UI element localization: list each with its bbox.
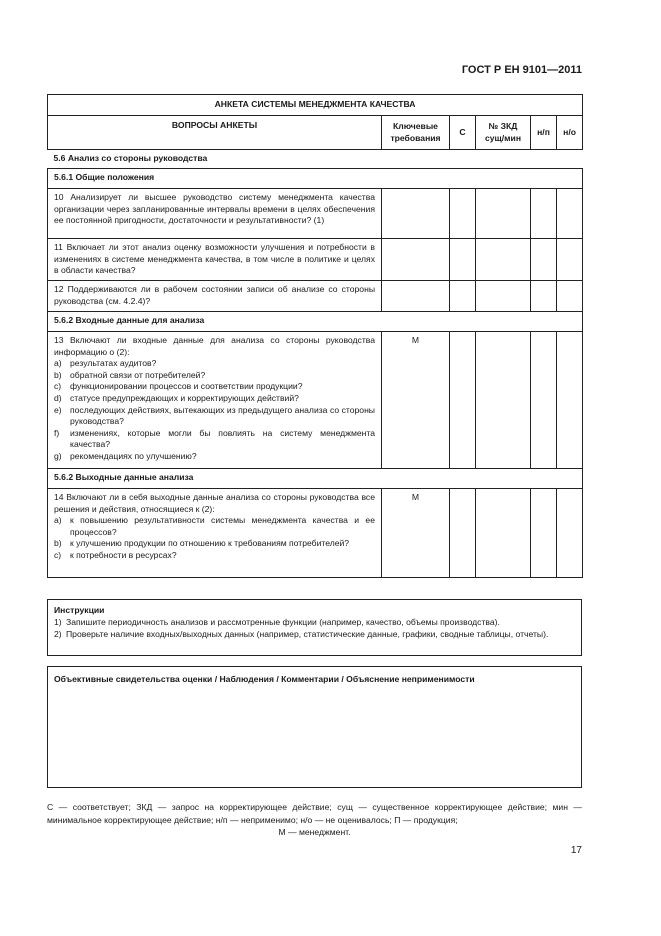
cell-np[interactable] xyxy=(531,332,557,469)
cell-zkd[interactable] xyxy=(476,281,531,312)
instruction-number: 2) xyxy=(54,628,62,639)
col-key-requirements xyxy=(382,116,450,150)
question-row xyxy=(48,189,583,239)
instructions-box xyxy=(47,599,582,656)
question-14-intro: 14 Включают ли в себя выходные данные анализа со стороны руководства все решения и действия, относящиеся к (2): xyxy=(54,492,375,514)
question-row xyxy=(48,332,583,469)
item-text: последующих действиях, вытекающих из предыдущего анализа со стороны руководства? xyxy=(70,404,375,427)
col-c: С xyxy=(450,116,476,150)
cell-key-req[interactable] xyxy=(382,281,450,312)
cell-no[interactable] xyxy=(557,239,583,281)
question-12: 12 Поддерживаются ли в рабочем состоянии записи об анализе со стороны руководства (см. 4.2.4)? xyxy=(48,281,382,312)
document-id: ГОСТ Р ЕН 9101—2011 xyxy=(461,64,582,76)
item-letter: b) xyxy=(54,369,62,380)
question-row xyxy=(48,239,583,281)
item-text: изменениях, которые могли бы повлиять на систему менеджмента качества? xyxy=(70,427,375,450)
instruction-text: Запишите периодичность анализов и рассмотренные функции (например, качество, объемы производства). xyxy=(66,616,500,627)
legend xyxy=(47,801,582,839)
legend-line-1: С — соответствует; ЗКД — запрос на корректирующее действие; сущ — существенное корректирующее действие; мин — минимальное корректирующее действие; н/п — неприменимо; н/о — не оценивалось; П — продукция; xyxy=(47,802,582,825)
table-title: АНКЕТА СИСТЕМЫ МЕНЕДЖМЕНТА КАЧЕСТВА xyxy=(48,95,583,116)
cell-zkd[interactable] xyxy=(476,239,531,281)
question-row xyxy=(48,489,583,578)
item-text: к повышению результативности системы менеджмента качества и ее процессов? xyxy=(70,515,375,537)
cell-c[interactable] xyxy=(450,281,476,312)
question-11: 11 Включает ли этот анализ оценку возможности улучшения и потребности в изменениях в системе менеджмента качества, в том числе в политике и целях в области качества? xyxy=(48,239,382,281)
col-zkd xyxy=(476,116,531,150)
item-text: статусе предупреждающих и корректирующих действий? xyxy=(70,392,299,403)
list-item xyxy=(54,538,375,550)
cell-no[interactable] xyxy=(557,281,583,312)
page-number: 17 xyxy=(570,845,582,856)
cell-np[interactable] xyxy=(531,489,557,578)
col-key-req-line2: требования xyxy=(390,132,441,143)
cell-c[interactable] xyxy=(450,489,476,578)
col-np: н/п xyxy=(531,116,557,150)
section-row xyxy=(48,150,583,169)
instructions-title: Инструкции xyxy=(54,605,105,615)
col-zkd-line2: сущ/мин xyxy=(484,132,522,143)
list-item xyxy=(54,428,375,451)
col-zkd-line1: № ЗКД xyxy=(488,120,518,131)
question-13-items xyxy=(54,358,375,462)
cell-c[interactable] xyxy=(450,332,476,469)
cell-zkd[interactable] xyxy=(476,489,531,578)
question-14-items xyxy=(54,515,375,561)
list-item xyxy=(54,550,375,562)
item-letter: b) xyxy=(54,538,62,549)
item-text: функционировании процессов и соответствии продукции? xyxy=(70,381,303,392)
list-item xyxy=(54,370,375,382)
subsection-title-outputs: 5.6.2 Выходные данные анализа xyxy=(48,469,583,489)
cell-np[interactable] xyxy=(531,189,557,239)
item-letter: c) xyxy=(54,381,62,392)
cell-no[interactable] xyxy=(557,189,583,239)
cell-zkd[interactable] xyxy=(476,332,531,469)
item-text: результатах аудитов? xyxy=(70,358,157,369)
item-text: к потребности в ресурсах? xyxy=(70,549,177,560)
legend-line-2: М — менеджмент. xyxy=(278,827,351,837)
cell-key-req[interactable] xyxy=(382,189,450,239)
cell-no[interactable] xyxy=(557,332,583,469)
item-letter: d) xyxy=(54,392,62,403)
cell-key-req[interactable] xyxy=(382,239,450,281)
list-item xyxy=(54,381,375,393)
subsection-row xyxy=(48,469,583,489)
subsection-title-inputs: 5.6.2 Входные данные для анализа xyxy=(48,312,583,332)
subsection-row xyxy=(48,312,583,332)
question-14 xyxy=(48,489,382,578)
section-title: 5.6 Анализ со стороны руководства xyxy=(48,150,583,169)
item-letter: a) xyxy=(54,358,62,369)
cell-c[interactable] xyxy=(450,189,476,239)
list-item xyxy=(54,515,375,538)
evidence-box[interactable] xyxy=(47,666,582,788)
instruction-number: 1) xyxy=(54,616,62,627)
item-letter: a) xyxy=(54,515,62,526)
instruction-item xyxy=(54,629,575,641)
item-letter: c) xyxy=(54,549,62,560)
cell-no[interactable] xyxy=(557,489,583,578)
question-13-intro: 13 Включают ли входные данные для анализа со стороны руководства информацию о (2): xyxy=(54,335,375,357)
question-row xyxy=(48,281,583,312)
item-text: рекомендациях по улучшению? xyxy=(70,450,197,461)
question-10: 10 Анализирует ли высшее руководство систему менеджмента качества организации через запланированные интервалы времени в целях обеспечения ее постоянной пригодности, достаточности и результативности? (1) xyxy=(48,189,382,239)
instruction-text: Проверьте наличие входных/выходных данных (например, статистические данные, графики, сводные таблицы, отчеты). xyxy=(66,628,549,639)
instruction-item xyxy=(54,617,575,629)
cell-key-req[interactable]: М xyxy=(382,332,450,469)
questionnaire-table xyxy=(47,94,583,578)
list-item xyxy=(54,451,375,463)
column-header-row xyxy=(48,116,583,150)
cell-c[interactable] xyxy=(450,239,476,281)
cell-zkd[interactable] xyxy=(476,189,531,239)
question-13 xyxy=(48,332,382,469)
item-text: к улучшению продукции по отношению к требованиям потребителей? xyxy=(70,538,350,549)
cell-np[interactable] xyxy=(531,281,557,312)
item-letter: e) xyxy=(54,404,62,415)
cell-np[interactable] xyxy=(531,239,557,281)
subsection-title-general: 5.6.1 Общие положения xyxy=(48,169,583,189)
list-item xyxy=(54,405,375,428)
evidence-title: Объективные свидетельства оценки / Наблюдения / Комментарии / Объяснение неприменимости xyxy=(54,674,475,684)
item-text: обратной связи от потребителей? xyxy=(70,369,206,380)
item-letter: f) xyxy=(54,427,60,438)
list-item xyxy=(54,358,375,370)
subsection-row xyxy=(48,169,583,189)
col-questions: ВОПРОСЫ АНКЕТЫ xyxy=(48,116,382,150)
col-key-req-line1: Ключевые xyxy=(393,120,438,131)
col-no: н/о xyxy=(557,116,583,150)
list-item xyxy=(54,393,375,405)
item-letter: g) xyxy=(54,450,62,461)
cell-key-req[interactable]: М xyxy=(382,489,450,578)
